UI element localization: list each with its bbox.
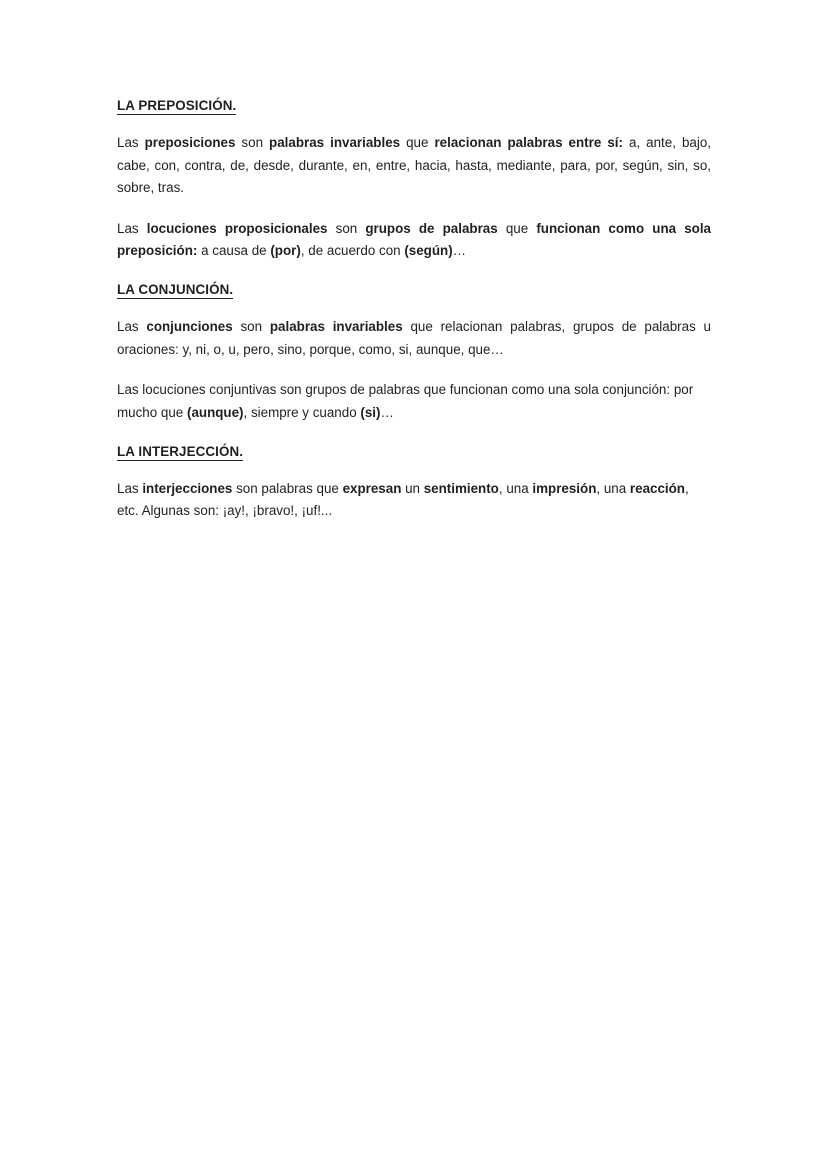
section-heading-preposicion (117, 98, 711, 114)
spacer (117, 460, 711, 478)
spacer (117, 361, 711, 379)
text-run: a causa de (197, 243, 271, 259)
text-run: son (232, 319, 270, 335)
text-run: , una (596, 480, 630, 496)
spacer (117, 114, 711, 132)
text-run: que relacionan palabras, grupos de palabras u oraciones: y, ni, o, u, pero, sino, porque, como, si, aunque, que… (117, 319, 711, 357)
text-run: a, ante, bajo, cabe, con, contra, de, desde, durante, en, entre, hacia, hasta, mediante, para, por, según, sin, so, sobre, tras. (117, 135, 711, 196)
text-run-bold: (aunque) (186, 404, 244, 420)
section-heading-preposicion-text: LA PREPOSICIÓN. (117, 98, 237, 113)
paragraph-locuciones-proposicionales (117, 218, 711, 263)
text-run-bold: locuciones proposicionales (146, 220, 328, 236)
text-run: … (452, 243, 467, 259)
text-run: son (327, 220, 366, 236)
text-run-bold: sentimiento (423, 480, 499, 496)
text-run: Las (117, 480, 143, 496)
text-run: Las (117, 135, 145, 151)
text-run: , etc. Algunas son: ¡ay!, ¡bravo!, ¡uf!... (117, 480, 689, 519)
text-run: … (380, 404, 394, 420)
text-run-bold: preposiciones (144, 135, 236, 151)
text-run: , una (498, 480, 533, 496)
text-run-bold: (según) (404, 243, 453, 259)
text-run-bold: palabras invariables (269, 319, 403, 335)
text-run: que (400, 135, 435, 151)
text-run-bold: funcionan como una sola preposición: (117, 220, 712, 259)
paragraph-interjecciones (117, 478, 711, 523)
text-run: Las (117, 319, 147, 335)
section-heading-interjeccion-text: LA INTERJECCIÓN. (117, 443, 244, 459)
text-run: son palabras que (232, 480, 343, 496)
spacer (117, 298, 711, 316)
section-heading-interjeccion (117, 444, 711, 460)
spacer (117, 425, 711, 444)
text-run: que (497, 220, 537, 236)
text-run-bold: grupos de palabras (365, 220, 498, 236)
text-run: , de acuerdo con (300, 243, 405, 259)
section-heading-conjuncion-text: LA CONJUNCIÓN. (117, 282, 234, 298)
paragraph-conjunciones (117, 316, 711, 361)
spacer (117, 200, 711, 218)
text-run: , siempre y cuando (243, 404, 361, 420)
text-run-bold: (por) (270, 243, 301, 259)
text-run-bold: relacionan palabras entre sí: (434, 135, 623, 151)
text-run-bold: reacción (629, 480, 685, 496)
text-run-bold: expresan (342, 480, 402, 496)
text-run-bold: palabras invariables (269, 135, 401, 151)
document-body (117, 98, 711, 523)
text-run: Las (117, 220, 147, 236)
text-run: son (235, 135, 270, 151)
text-run-bold: conjunciones (146, 319, 233, 335)
spacer (117, 263, 711, 282)
paragraph-preposiciones (117, 132, 711, 200)
text-run-bold: interjecciones (142, 480, 233, 496)
text-run-bold: impresión (532, 480, 597, 496)
paragraph-locuciones-conjuntivas (117, 379, 711, 424)
section-heading-conjuncion (117, 282, 711, 298)
text-run: un (401, 480, 424, 496)
text-run-bold: (si) (360, 404, 381, 420)
text-run: Las locuciones conjuntivas son grupos de palabras que funcionan como una sola conjunción: por mucho que (117, 382, 694, 420)
